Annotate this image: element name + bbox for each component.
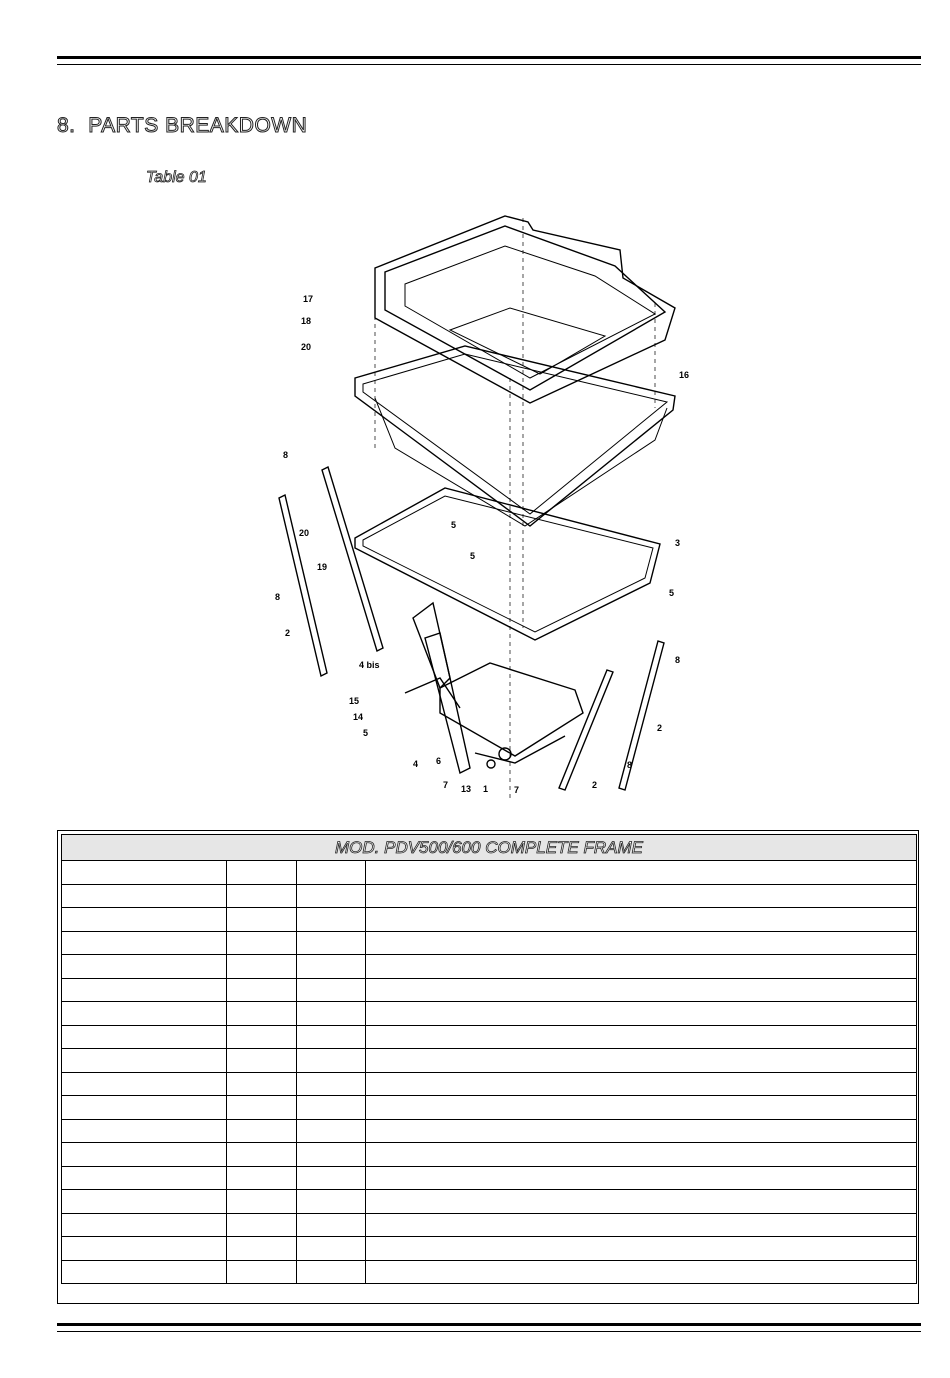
table-cell <box>366 884 917 908</box>
exploded-parts-diagram <box>265 208 705 808</box>
parts-table <box>61 834 917 1284</box>
diagram-label: 4 bis <box>359 660 380 670</box>
table-cell <box>297 1143 366 1167</box>
table-cell <box>227 884 297 908</box>
diagram-label: 5 <box>669 588 675 598</box>
table-cell <box>366 1072 917 1096</box>
table-cell <box>62 1025 227 1049</box>
table-cell <box>297 1213 366 1237</box>
table-row <box>62 1025 917 1049</box>
table-cell <box>227 955 297 979</box>
diagram-label: 19 <box>317 562 328 572</box>
table-cell <box>297 1190 366 1214</box>
table-cell <box>62 1096 227 1120</box>
table-cell <box>366 1025 917 1049</box>
table-cell <box>297 861 366 885</box>
table-cell <box>366 1143 917 1167</box>
table-cell <box>227 1166 297 1190</box>
table-cell <box>366 1049 917 1073</box>
table-row <box>62 1049 917 1073</box>
table-cell <box>366 1002 917 1026</box>
table-cell <box>297 1166 366 1190</box>
table-cell <box>297 1025 366 1049</box>
table-cell <box>227 1096 297 1120</box>
diagram-label: 5 <box>470 551 476 561</box>
diagram-label: 18 <box>301 316 312 326</box>
table-cell <box>366 861 917 885</box>
table-cell <box>62 861 227 885</box>
diagram-label: 8 <box>627 760 633 770</box>
table-cell <box>366 1260 917 1284</box>
table-cell <box>62 955 227 979</box>
diagram-label: 8 <box>283 450 289 460</box>
table-cell <box>297 1119 366 1143</box>
table-row <box>62 931 917 955</box>
diagram-label: 7 <box>514 785 520 795</box>
table-row <box>62 1119 917 1143</box>
table-cell <box>227 1025 297 1049</box>
diagram-label: 1 <box>483 784 489 794</box>
diagram-label: 8 <box>275 592 281 602</box>
table-cell <box>297 1002 366 1026</box>
table-row <box>62 1260 917 1284</box>
diagram-label: 16 <box>679 370 690 380</box>
table-cell <box>227 1190 297 1214</box>
table-row <box>62 1072 917 1096</box>
table-cell <box>227 1237 297 1261</box>
diagram-label: 7 <box>443 780 449 790</box>
parts-table-title: MOD. PDV500/600 COMPLETE FRAME <box>62 835 917 861</box>
table-cell <box>62 1260 227 1284</box>
diagram-label: 13 <box>461 784 472 794</box>
table-cell <box>366 1166 917 1190</box>
diagram-label: 4 <box>413 759 419 769</box>
table-row <box>62 978 917 1002</box>
table-cell <box>62 978 227 1002</box>
diagram-label: 8 <box>675 655 681 665</box>
table-cell <box>297 931 366 955</box>
table-row <box>62 1213 917 1237</box>
table-cell <box>366 978 917 1002</box>
diagram-label: 3 <box>675 538 681 548</box>
table-row <box>62 1237 917 1261</box>
table-cell <box>227 978 297 1002</box>
table-cell <box>297 1096 366 1120</box>
table-cell <box>62 884 227 908</box>
table-cell <box>297 978 366 1002</box>
diagram-label: 5 <box>363 728 369 738</box>
diagram-label: 17 <box>303 294 314 304</box>
table-cell <box>366 1213 917 1237</box>
section-title <box>57 114 307 138</box>
table-cell <box>366 1119 917 1143</box>
footer-rule-thin <box>57 1331 921 1332</box>
footer-rule-thick <box>57 1323 921 1326</box>
table-row <box>62 1166 917 1190</box>
table-row <box>62 1002 917 1026</box>
table-cell <box>366 1190 917 1214</box>
table-row <box>62 908 917 932</box>
section-title-text: PARTS BREAKDOWN <box>88 114 308 137</box>
table-cell <box>62 1166 227 1190</box>
table-cell <box>297 955 366 979</box>
section-number: 8. <box>57 114 76 137</box>
table-cell <box>366 1096 917 1120</box>
diagram-label: 2 <box>657 723 663 733</box>
table-row <box>62 1143 917 1167</box>
table-cell <box>62 1237 227 1261</box>
table-cell <box>62 1143 227 1167</box>
parts-table-frame <box>57 830 919 1304</box>
table-cell <box>297 1260 366 1284</box>
table-cell <box>62 1072 227 1096</box>
table-cell <box>297 1072 366 1096</box>
table-cell <box>227 1002 297 1026</box>
diagram-label: 20 <box>301 342 312 352</box>
header-rule-thick <box>57 56 921 59</box>
table-cell <box>227 1049 297 1073</box>
table-caption: Table 01 <box>146 169 207 186</box>
table-cell <box>297 1049 366 1073</box>
diagram-label: 5 <box>451 520 457 530</box>
table-cell <box>366 908 917 932</box>
diagram-label: 6 <box>436 756 442 766</box>
table-cell <box>62 931 227 955</box>
parts-table-title-row <box>62 835 917 861</box>
table-row <box>62 1096 917 1120</box>
table-cell <box>62 1049 227 1073</box>
table-cell <box>62 1213 227 1237</box>
header-rule-thin <box>57 64 921 65</box>
table-row <box>62 955 917 979</box>
table-cell <box>297 908 366 932</box>
table-cell <box>366 955 917 979</box>
table-cell <box>227 1213 297 1237</box>
table-cell <box>227 1143 297 1167</box>
table-cell <box>62 908 227 932</box>
table-row <box>62 1190 917 1214</box>
diagram-label: 20 <box>299 528 310 538</box>
table-cell <box>227 908 297 932</box>
diagram-label: 2 <box>592 780 598 790</box>
diagram-label: 2 <box>285 628 291 638</box>
table-cell <box>297 884 366 908</box>
table-cell <box>366 1237 917 1261</box>
table-cell <box>297 1237 366 1261</box>
table-cell <box>227 931 297 955</box>
table-cell <box>227 1260 297 1284</box>
diagram-label: 14 <box>353 712 364 722</box>
diagram-label: 15 <box>349 696 360 706</box>
table-cell <box>62 1002 227 1026</box>
table-cell <box>227 861 297 885</box>
table-cell <box>227 1119 297 1143</box>
table-row <box>62 861 917 885</box>
table-cell <box>366 931 917 955</box>
table-cell <box>62 1190 227 1214</box>
table-row <box>62 884 917 908</box>
table-cell <box>62 1119 227 1143</box>
table-cell <box>227 1072 297 1096</box>
